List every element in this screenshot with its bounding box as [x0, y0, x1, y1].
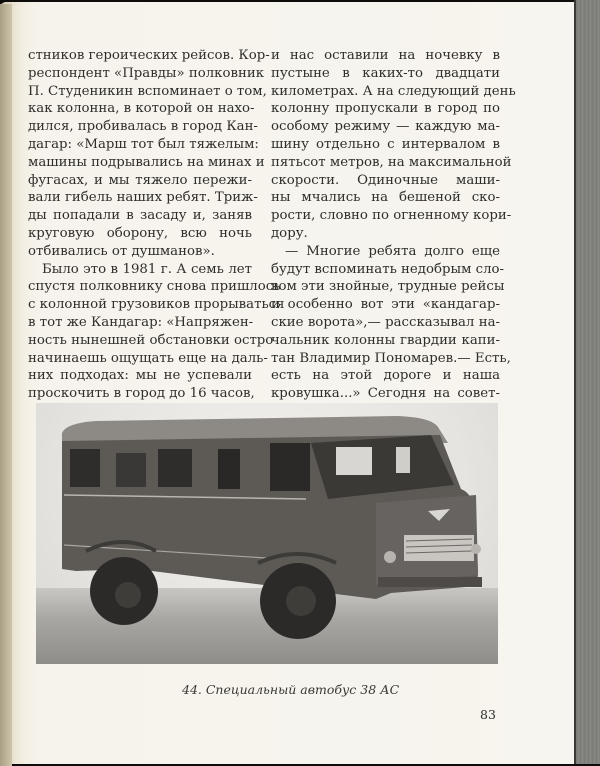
text-line: вом эти знойные, трудные рейсы	[271, 279, 505, 295]
text-column-right	[271, 47, 516, 403]
text-line: Было это в 1981 г. А семь лет	[42, 261, 252, 277]
text-line: дору.	[271, 225, 308, 241]
text-line: них подходах: мы не успевали	[28, 368, 252, 384]
text-line: есть на этой дороге и наша	[271, 368, 500, 384]
text-line: в тот же Кандагар: «Напряжен-	[28, 314, 254, 330]
bus-photograph	[36, 403, 498, 664]
text-line: проскочить в город до 16 часов,	[28, 386, 255, 402]
text-line: чальник колонны гвардии капи-	[271, 332, 500, 348]
text-line: ны мчались на бешеной ско-	[271, 190, 500, 206]
text-line: рости, словно по огненному кори-	[271, 208, 512, 224]
text-line: кровушка...» Сегодня на совет-	[271, 386, 500, 402]
text-line: ды попадали в засаду и, заняв	[28, 208, 252, 224]
text-line: особому режиму — каждую ма-	[271, 119, 500, 135]
text-line: дился, пробивалась в город Кан-	[28, 119, 258, 135]
text-line: круговую оборону, всю ночь	[28, 225, 252, 241]
text-line: будут вспоминать недобрым сло-	[271, 261, 505, 277]
text-line: пустыне в каких-то двадцати	[271, 65, 500, 81]
text-line: П. Студеникин вспоминает о том,	[28, 83, 267, 99]
bus-illustration	[36, 403, 498, 664]
text-line: шину отдельно с интервалом в	[271, 136, 500, 152]
text-line: тан Владимир Пономарев.— Есть,	[271, 350, 511, 366]
figure-caption: 44. Специальный автобус 38 АС	[182, 682, 400, 697]
text-line: — Многие ребята долго еще	[285, 243, 500, 259]
text-line: и особенно вот эти «кандагар-	[271, 297, 500, 313]
text-line: скорости. Одиночные маши-	[271, 172, 500, 188]
text-line: стников героических рейсов. Кор-	[28, 48, 270, 63]
text-line: ность нынешней обстановки остро	[28, 332, 274, 348]
text-line: вали гибель наших ребят. Триж-	[28, 190, 258, 206]
text-line: километрах. А на следующий день	[271, 83, 516, 99]
text-line: ские ворота»,— рассказывал на-	[271, 314, 500, 330]
text-line: с колонной грузовиков прорываться	[28, 297, 285, 313]
text-line: как колонна, в которой он нахо-	[28, 101, 255, 117]
book-page	[0, 2, 582, 764]
text-line: отбивались от душманов».	[28, 243, 215, 259]
text-line: и нас оставили на ночевку в	[271, 48, 500, 63]
text-line: машины подрывались на минах и	[28, 154, 265, 170]
text-column-left	[28, 47, 285, 403]
text-line: фугасах, и мы тяжело пережи-	[28, 172, 252, 188]
text-line: колонну пропускали в город по	[271, 101, 500, 117]
text-line: дагар: «Марш тот был тяжелым:	[28, 136, 259, 152]
page-number: 83	[480, 707, 496, 722]
text-line: спустя полковнику снова пришлось	[28, 279, 281, 295]
text-line: начинаешь ощущать еще на даль-	[28, 350, 268, 366]
text-line: респондент «Правды» полковник	[28, 65, 265, 81]
gutter-shadow	[0, 4, 12, 766]
book-page-edges	[576, 0, 600, 764]
text-line: пятьсот метров, на максимальной	[271, 154, 512, 170]
